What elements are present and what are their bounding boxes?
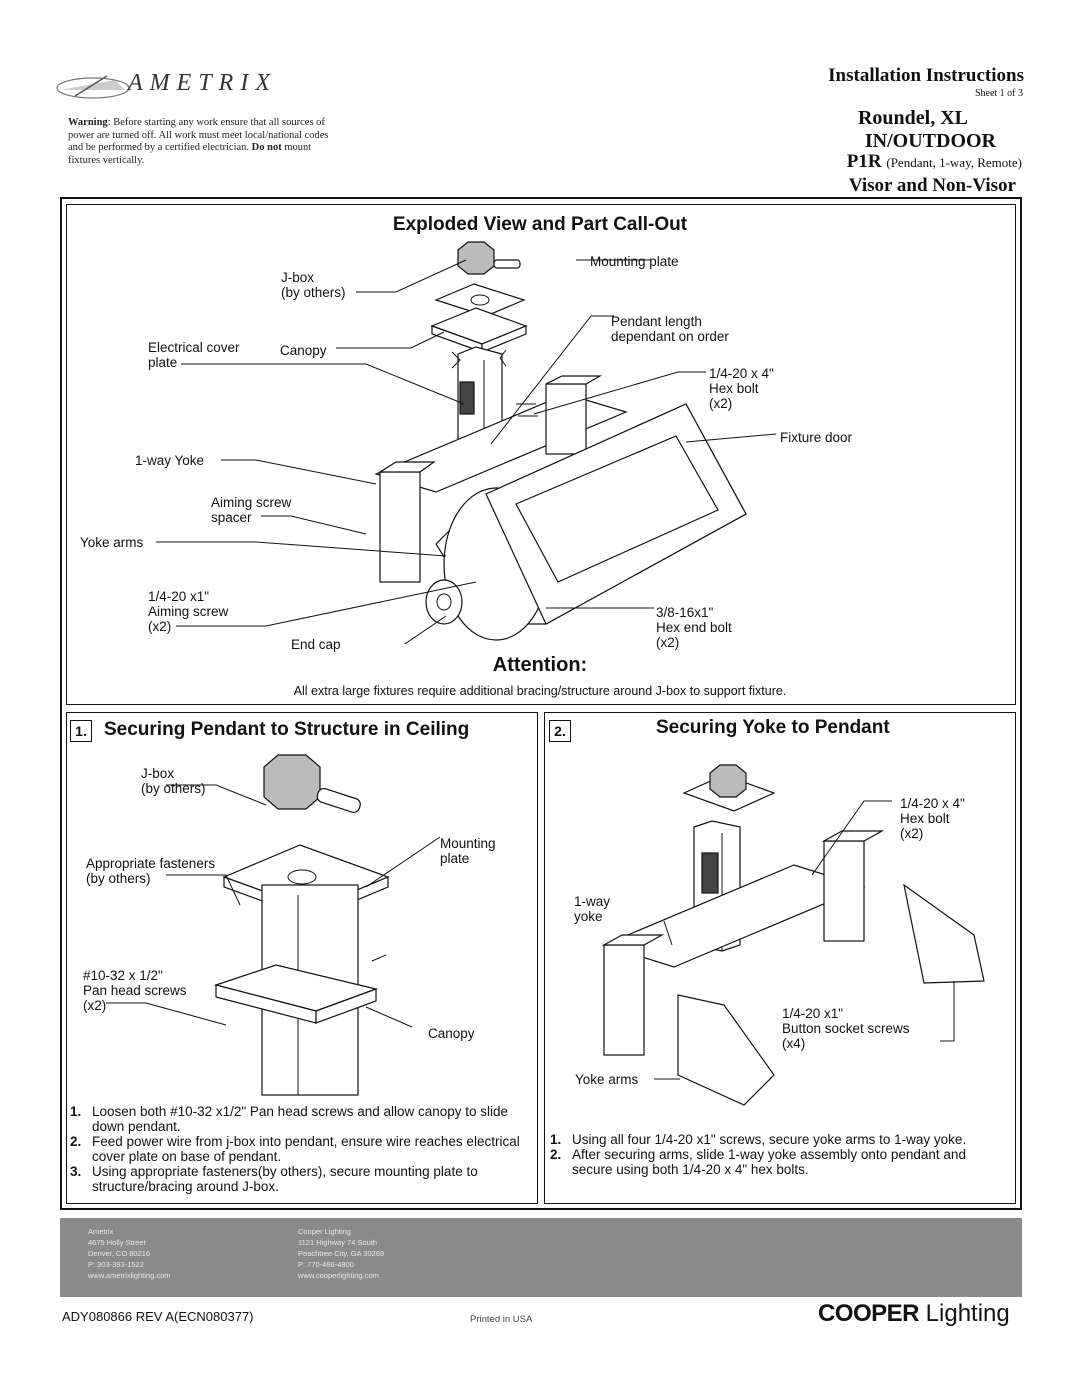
callout-pendant-length: Pendant length dependant on order bbox=[611, 314, 729, 344]
s1-callout-pan-head: #10-32 x 1/2" Pan head screws (x2) bbox=[83, 968, 187, 1013]
callout-hex-bolt: 1/4-20 x 4" Hex bolt (x2) bbox=[709, 366, 774, 411]
step1-diagram bbox=[66, 745, 538, 1100]
warning-text: : Before starting any work ensure that all sources of power are turned off. All work must meet local/national codes and be performed by a certified electrician. bbox=[68, 117, 329, 153]
step2-instructions bbox=[550, 1132, 1010, 1177]
step1-instructions bbox=[70, 1104, 536, 1194]
warning-label: Warning bbox=[68, 117, 108, 128]
callout-aiming-spacer: Aiming screw spacer bbox=[211, 495, 292, 525]
callout-electrical-cover: Electrical cover plate bbox=[148, 340, 240, 370]
step1-item: 3. Using appropriate fasteners(by others), secure mounting plate to structure/bracing around J-box. bbox=[70, 1164, 478, 1194]
s2-callout-button-screws: 1/4-20 x1" Button socket screws (x4) bbox=[782, 1006, 910, 1051]
s1-callout-fasteners: Appropriate fasteners (by others) bbox=[86, 856, 216, 886]
callout-jbox: J-box (by others) bbox=[281, 270, 346, 300]
callout-canopy: Canopy bbox=[280, 343, 327, 358]
step2-title: Securing Yoke to Pendant bbox=[656, 717, 890, 738]
model-code: P1R bbox=[846, 151, 882, 172]
attention-title: Attention: bbox=[492, 654, 588, 676]
callout-yoke-arms: Yoke arms bbox=[80, 535, 144, 550]
product-model bbox=[847, 151, 1022, 173]
exploded-view-diagram bbox=[66, 204, 1016, 644]
model-detail: (Pendant, 1-way, Remote) bbox=[886, 155, 1022, 170]
footer-address-cooper: Cooper Lighting 1121 Highway 74 South Peachtree City, GA 30269 P: 770-486-4800 www.cooperlighting.com bbox=[298, 1227, 385, 1280]
product-variant: IN/OUTDOOR bbox=[864, 130, 996, 152]
s1-callout-mounting-plate: Mounting plate bbox=[440, 836, 496, 866]
callout-fixture-door: Fixture door bbox=[780, 430, 853, 445]
s2-callout-yoke-arms: Yoke arms bbox=[575, 1072, 639, 1087]
s2-callout-yoke: 1-way yoke bbox=[574, 894, 611, 924]
callout-mounting-plate: Mounting plate bbox=[590, 254, 679, 269]
attention-text: All extra large fixtures require additional bracing/structure around J-box to support fixture. bbox=[293, 684, 787, 698]
warning-note bbox=[68, 117, 336, 167]
footer-band bbox=[60, 1218, 1022, 1297]
s1-callout-jbox: J-box (by others) bbox=[141, 766, 206, 796]
callout-aiming-screw: 1/4-20 x1" Aiming screw (x2) bbox=[148, 589, 229, 634]
step1-item: 2. Feed power wire from j-box into pendant, ensure wire reaches electrical cover plate on base of pendant. bbox=[70, 1134, 520, 1164]
brand-name: AMETRIX bbox=[128, 70, 277, 96]
step2-item: 2. After securing arms, slide 1-way yoke assembly onto pendant and secure using both 1/4-20 x 4" hex bolts. bbox=[550, 1147, 966, 1177]
callout-hex-end-bolt: 3/8-16x1" Hex end bolt (x2) bbox=[656, 605, 732, 650]
step1-item: 1. Loosen both #10-32 x1/2" Pan head screws and allow canopy to slide down pendant. bbox=[70, 1104, 509, 1134]
cooper-logo-bold: COOPER bbox=[818, 1300, 920, 1327]
document-number: ADY080866 REV A(ECN080377) bbox=[62, 1309, 254, 1324]
s2-callout-hex-bolt: 1/4-20 x 4" Hex bolt (x2) bbox=[900, 796, 965, 841]
product-options: Visor and Non-Visor bbox=[848, 175, 1016, 196]
doc-type: Installation Instructions bbox=[828, 65, 1024, 86]
cooper-lighting-logo bbox=[818, 1300, 1010, 1328]
warning-donot: Do not bbox=[251, 142, 282, 153]
sheet-number: Sheet 1 of 3 bbox=[974, 88, 1023, 99]
callout-end-cap: End cap bbox=[291, 637, 341, 652]
cooper-logo-light: Lighting bbox=[919, 1300, 1010, 1327]
printed-in: Printed in USA bbox=[470, 1314, 533, 1325]
s1-callout-canopy: Canopy bbox=[428, 1026, 475, 1041]
warning-tail: mount fixtures vertically. bbox=[68, 142, 312, 166]
step1-number: 1. bbox=[70, 720, 92, 742]
step2-number: 2. bbox=[549, 720, 571, 742]
callout-yoke: 1-way Yoke bbox=[135, 453, 205, 468]
product-name: Roundel, XL bbox=[857, 107, 968, 129]
step2-item: 1. Using all four 1/4-20 x1" screws, secure yoke arms to 1-way yoke. bbox=[550, 1132, 967, 1147]
jbox-drawing bbox=[458, 242, 520, 274]
step1-title: Securing Pendant to Structure in Ceiling bbox=[104, 719, 470, 740]
exploded-view-title: Exploded View and Part Call-Out bbox=[392, 214, 688, 235]
footer-address-ametrix: Ametrix 4675 Holly Street Denver, CO 80216 P: 303-393-1522 www.ametrixlighting.com bbox=[88, 1227, 171, 1280]
